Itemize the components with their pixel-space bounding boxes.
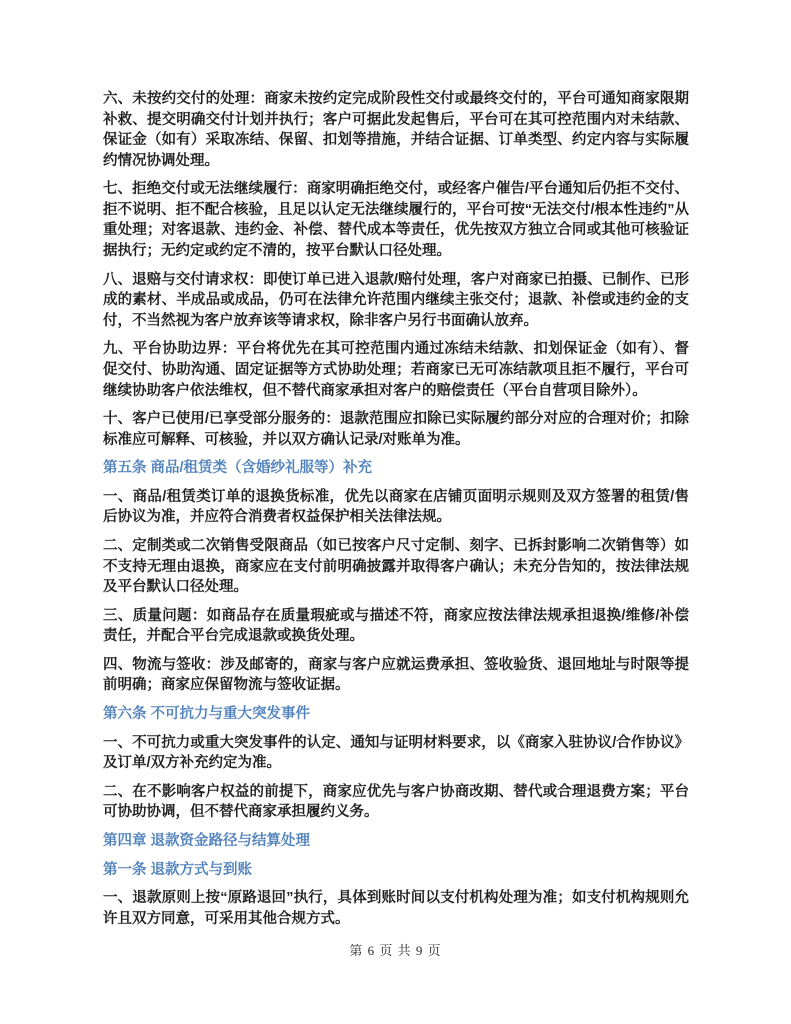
body-paragraph: 十、客户已使用/已享受部分服务的：退款范围应扣除已实际履约部分对应的合理对价；扣除标准应可解释、可核验，并以双方确认记录/对账单为准。 <box>103 411 689 448</box>
body-paragraph: 六、未按约交付的处理：商家未按约定完成阶段性交付或最终交付的，平台可通知商家限期补救、提交明确交付计划并执行；客户可据此发起售后，平台可在其可控范围内对未结款、保证金（如有）采取冻结、保留、扣划等措施，并结合证据、订单类型、约定内容与实际履约情况协调处理。 <box>103 91 689 169</box>
body-paragraph: 一、不可抗力或重大突发事件的认定、通知与证明材料要求，以《商家入驻协议/合作协议》及订单/双方补充约定为准。 <box>103 734 689 772</box>
chapter-heading: 第四章 退款资金路径与结算处理 <box>103 832 311 849</box>
page-indicator: 第 6 页 共 9 页 <box>349 943 442 958</box>
body-paragraph: 四、物流与签收：涉及邮寄的，商家与客户应就运费承担、签收验货、退回地址与时限等提前明确；商家应保留物流与签收证据。 <box>103 656 689 694</box>
body-paragraph: 二、在不影响客户权益的前提下，商家应优先与客户协商改期、替代或合理退费方案；平台可协助协调，但不替代商家承担履约义务。 <box>103 783 689 821</box>
body-paragraph: 九、平台协助边界：平台将优先在其可控范围内通过冻结未结款、扣划保证金（如有）、督促交付、协助沟通、固定证据等方式协助处理；若商家已无可冻结款项且拒不履行，平台可继续协助客户依法维权，但不替代商家承担对客户的赔偿责任（平台自营项目除外）。 <box>103 341 689 399</box>
body-paragraph: 八、退赔与交付请求权：即使订单已进入退款/赔付处理，客户对商家已拍摄、已制作、已形成的素材、半成品或成品，仍可在法律允许范围内继续主张交付；退款、补偿或违约金的支付，不当然视为客户放弃该等请求权，除非客户另行书面确认放弃。 <box>103 271 689 329</box>
body-paragraph: 七、拒绝交付或无法继续履行：商家明确拒绝交付，或经客户催告/平台通知后仍拒不交付、拒不说明、拒不配合核验，且足以认定无法继续履行的，平台可按“无法交付/根本性违约”从重处理；对客退款、违约金、补偿、替代成本等责任，优先按双方独立合同或其他可核验证据执行；无约定或约定不清的，按平台默认口径处理。 <box>103 181 689 260</box>
section-heading: 第六条 不可抗力与重大突发事件 <box>103 706 311 723</box>
body-paragraph: 三、质量问题：如商品存在质量瑕疵或与描述不符，商家应按法律法规承担退换/维修/补偿责任，并配合平台完成退款或换货处理。 <box>103 607 689 645</box>
body-paragraph: 一、商品/租赁类订单的退换货标准，优先以商家在店铺页面明示规则及双方签署的租赁/售后协议为准，并应符合消费者权益保护相关法律法规。 <box>103 488 689 526</box>
document-content <box>103 89 689 937</box>
section-heading: 第五条 商品/租赁类（含婚纱礼服等）补充 <box>103 460 373 477</box>
section-heading: 第一条 退款方式与到账 <box>103 861 253 878</box>
body-paragraph: 二、定制类或二次销售受限商品（如已按客户尺寸定制、刻字、已拆封影响二次销售等）如不支持无理由退换，商家应在支付前明确披露并取得客户确认；未充分告知的，按法律法规及平台默认口径处理。 <box>103 537 689 596</box>
body-paragraph: 一、退款原则上按“原路退回”执行，具体到账时间以支付机构处理为准；如支付机构规则允许且双方同意，可采用其他合规方式。 <box>103 890 689 927</box>
page-footer <box>0 940 791 959</box>
